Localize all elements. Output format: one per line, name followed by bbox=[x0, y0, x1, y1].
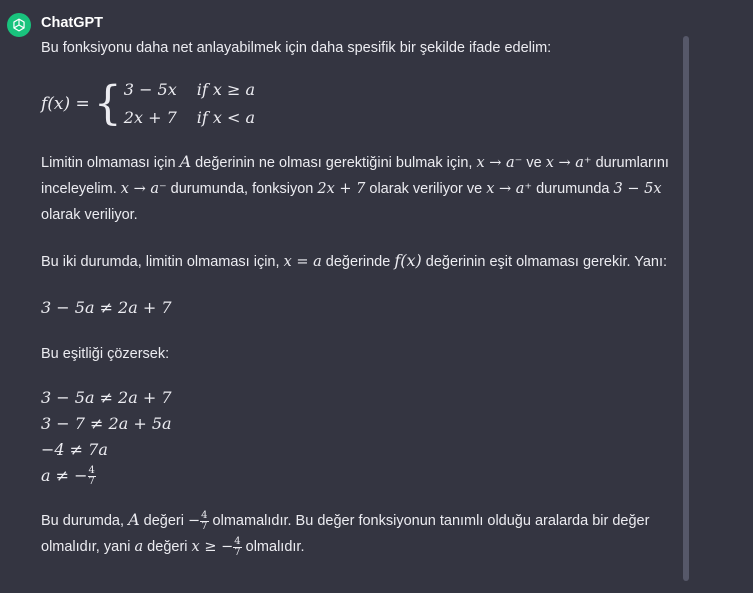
solution-steps bbox=[41, 385, 676, 489]
piecewise-lhs: f(x) = bbox=[41, 94, 90, 114]
message-author: ChatGPT bbox=[41, 15, 104, 31]
left-brace: { bbox=[93, 76, 122, 131]
condition-explanation: Bu iki durumda, limitin olmaması için, x = a değerinde f(x) değerinin eşit olmaması gerekir. Yanı: bbox=[41, 251, 668, 270]
case2-condition: if x < a bbox=[196, 108, 256, 127]
case1-condition: if x ≥ a bbox=[196, 80, 256, 99]
scrollbar-thumb[interactable] bbox=[683, 36, 689, 581]
conclusion-text: Bu durumda, A değeri − $\frac{4}{7}$ olmamalıdır. Bu değer fonksiyonun tanımlı olduğu aralarda bir değer olmalıdır, yani a değeri x ≥ − $\frac{4}{7}$ olmalıdır. bbox=[41, 509, 650, 558]
step-2: 3 − 7 ≠ 2a + 5a bbox=[41, 414, 172, 433]
openai-logo-icon bbox=[11, 17, 27, 33]
chatgpt-avatar bbox=[7, 13, 31, 37]
piecewise-cases bbox=[124, 77, 255, 131]
case1-expression: 3 − 5x bbox=[123, 80, 177, 99]
intro-text: Bu fonksiyonu daha net anlayabilmek için daha spesifik bir şekilde ifade edelim: bbox=[41, 40, 552, 56]
solve-intro: Bu eşitliği çözersek: bbox=[41, 346, 170, 362]
case2-expression: 2x + 7 bbox=[123, 108, 177, 127]
step-4: a ≠ − $\frac{4}{7}$ bbox=[41, 465, 95, 487]
step-1: 3 − 5a ≠ 2a + 7 bbox=[41, 388, 172, 407]
message-content bbox=[41, 38, 676, 560]
piecewise-function bbox=[41, 75, 676, 133]
step-3: −4 ≠ 7a bbox=[41, 440, 108, 459]
limit-explanation: Limitin olmaması için A değerinin ne olması gerektiğini bulmak için, x → a⁻ ve x → a⁺ durumlarını inceleyelim. x → a⁻ durumunda, fonksiyon 2x + 7 olarak veriliyor ve x → a⁺ durumunda 3 − 5x olarak veriliyor. bbox=[41, 152, 669, 223]
inequality-equation: 3 − 5a ≠ 2a + 7 bbox=[41, 298, 172, 317]
